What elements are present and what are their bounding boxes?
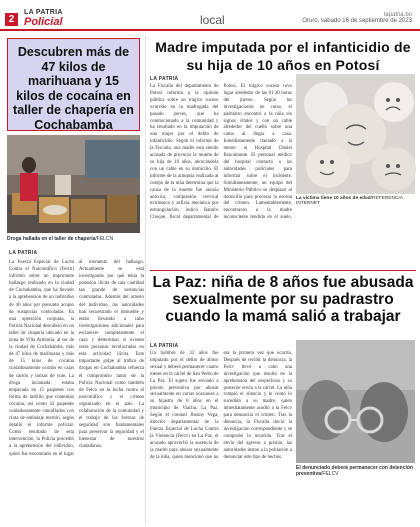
left-story-source: LA PATRIA [9,250,38,256]
left-photo-caption [7,236,147,242]
story2-source: LA PATRIA [150,343,179,349]
story1-photo-caption [296,196,417,206]
story1-body [150,84,292,226]
story2-body [150,351,292,523]
story1-headline: Madre imputada por el infanticidio de su hija de 10 años en Potosí [155,39,411,73]
page-number: 2 [5,13,18,26]
left-story-text: La Fuerza Especial de Lucha Contra el Narcotráfico (Felcn) informó sobre un importante hallazgo realizado en la ciudad de Cochabamba, que ha llevado a la aprehensión de un individuo de 40 años por presunto acopio de sustancias controladas. En una operación conjunta, la Policía Nacional descubrió en un taller de chapería ubicado en la zona de Villa Armonía, al sur de la ciudad de Cochabamba, más de 47 kilos de marihuana y más de 15 kilos de cocaína cuidadosamente ocultos en cajas de cartón y bolsas de yute. La droga incautada estaba empacada en 15 paquetes con forma de ladrillo que contenían cocaína, así como 42 paquetes cuidadosamente camuflados con cinta de embalaje marrón, según detalló el informe policial. Como resultado de esta intervención, la Policía procedió a la aprehensión del individuo, quien fue encontrado en el lugar al momento del hallazgo. Actualmente se está investigando por qué tenía la posesión ilícita de una cantidad tan grande de sustancias controladas. Además del arresto del individuo, las autoridades han secuestrado el inmueble y están llevando a cabo investigaciones adicionales para esclarecer completamente el caso y determinar si existen otras personas involucradas en esta actividad ilícita. Este importante golpe al tráfico de drogas en Cochabamba refuerza el compromiso tanto de la Policía Nacional como también de Felcn en la lucha contra el narcotráfico y el crimen organizado en el país. La colaboración de la comunidad y el trabajo de las fuerzas de seguridad son fundamentales para preservar la seguridad y el bienestar de nuestros ciudadanos. [9,260,144,457]
issue-date: Oruro, sábado 16 de septiembre de 2023 [302,18,412,24]
handcuffs-illustration [296,340,415,463]
brand-top: LA PATRIA [24,9,63,16]
victim-photo [296,74,415,194]
page-header [0,0,420,30]
story1-caption-source: /REFERENCIA INTERNET [296,196,403,206]
handcuffs-photo [296,340,415,463]
story-divider [150,270,416,271]
victim-illustration [296,74,415,194]
story2-caption-text: El denunciado deberá permanecer con detención preventiva [296,465,413,477]
section-name: local [200,13,225,27]
header-rule [0,29,420,31]
left-story-body [9,259,144,521]
story2-caption-source: /FELCV [321,471,339,477]
website: lapatria.bo [383,12,412,18]
left-headline-box [7,38,140,131]
left-headline: Descubren más de 47 kilos de marihuana y 15 kilos de cocaína en taller de chapería en Cochabamba [13,45,134,132]
column-divider [145,36,146,524]
story2-text: Un hombre de 33 años fue imputado por el delito de abuso sexual y deberá permanecer cuatro meses en la cárcel de San Pedro de La Paz. El sujeto fue enviado a prisión preventiva por abusar sexualmente en varias ocasiones a su hijastra de 8 años en el municipio de Viacha, La Paz. Según el coronel Jhonny Vega, director departamental de la Fuerza Especial de Lucha Contra la Violencia (Felcv) en La Paz, el acusado aprovechó la ausencia de la madre para abusar sexualmente de la niña, quien mencionó que no era la primera vez que ocurría. Después de recibir la denuncia, la Felcv llevó a cabo una investigación que resultó en la aprehensión del sospechoso y su posterior envío a la cárcel. La niña rompió el silencio y le contó lo sucedido a su madre, quien inmediatamente acudió a la Felcv para denunciar el crimen. Tras la denuncia, la Fiscalía inició la investigación correspondiente y se comprobó lo ocurrido. Tras el envío del agresor a prisión, las autoridades instan a la población a denunciar este tipo de hechos. [150,351,292,460]
left-caption-source: /FELCN [95,236,114,242]
drug-seizure-photo [7,135,140,233]
left-caption-text: Droga hallada en el taller de chapería [7,236,96,242]
story1-source: LA PATRIA [150,76,179,82]
drug-seizure-illustration [7,135,140,233]
story1-caption-text: La víctima tiene 10 años de edad [296,196,371,201]
story2-headline: La Paz: niña de 8 años fue abusada sexualmente por su padrastro cuando la mamá salió a trabajar [152,274,414,325]
header-meta [302,12,412,24]
brand-bottom: Policial [24,16,63,28]
story1-text: La Fiscalía del departamento de Potosí informa a la opinión pública sobre un trágico suceso ocurrido en la madrugada del pasado jueves, que ha conmocionado a la comunidad y ha resultado en la imputación de una mujer por el delito de infanticidio. Según el informe de la Fiscalía, una madre está siendo acusada de provocar la muerte de su hija de 10 años, ahorcándola con un cable en su domicilio. El informe de la autopsia realizada al cuerpo de la niña determina que la causa de la muerte fue anoxia anóxica, compresión cervical extrínseca y asfixia mecánica por estrangulación, indicó Ramiro Choque, fiscal departamental de Potosí. El trágico suceso tuvo lugar alrededor de las 01:30 horas del jueves. Según las investigaciones en curso, el padrastro encontró a la niña sin signos vitales y con un cable alrededor del cuello sobre una cama al llegar a casa. Inmediatamente trasladó a la menor al Hospital Daniel Bracamonte. El personal médico del hospital contactó a las autoridades policiales para informar sobre el incidente. Simultáneamente, un equipo del Ministerio Público se desplazó al domicilio para procesar la escena del crimen. Lamentablemente, encontraron a la madre inconsciente tendida en el suelo. [150,84,292,221]
section-brand [24,9,63,28]
story2-photo-caption [296,465,417,477]
